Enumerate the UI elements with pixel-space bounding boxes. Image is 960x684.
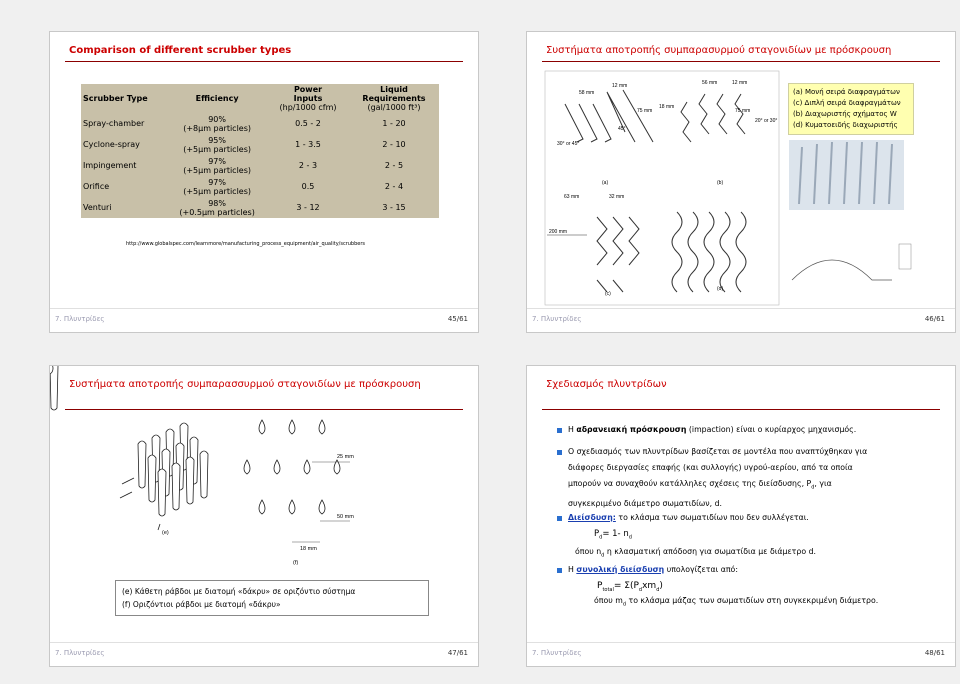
cell-type <box>81 155 167 176</box>
separator-figure <box>527 32 955 332</box>
cell-liquid <box>349 176 439 197</box>
baffles-b <box>681 94 745 142</box>
cell-power-text: 3 - 12 <box>296 203 320 212</box>
cell-type-text: Venturi <box>83 203 112 212</box>
equation-ptotal: $P_{total}= \Sigma(P_dxm_d)$ <box>597 581 663 593</box>
bullet-square-icon <box>557 450 562 455</box>
cell-liquid-text: 2 - 4 <box>384 182 404 191</box>
dim-12b: 12 mm <box>732 80 748 86</box>
label-b: (b) <box>717 180 724 186</box>
bullet-square-icon <box>557 428 562 433</box>
cell-type-text: Orifice <box>83 182 110 191</box>
label-leader-e <box>158 524 160 530</box>
cell-efficiency-text: 95% <box>208 135 226 145</box>
header-power: Power Inputs (hp/1000 cfm) <box>279 85 337 112</box>
dim-50: 50 mm <box>337 514 354 520</box>
cell-efficiency-text: (+5μm particles) <box>183 165 252 175</box>
bullet-square-icon <box>557 568 562 573</box>
slide-48 <box>526 365 956 667</box>
footer-label: 7. Πλυντρίδες <box>55 315 105 323</box>
footer-rule <box>527 642 955 643</box>
scrubber-comparison-table <box>81 84 439 218</box>
slide-47 <box>49 365 479 667</box>
cell-efficiency-text: (+8μm particles) <box>183 123 252 133</box>
slide-title: Σχεδιασμός πλυντρίδων <box>546 379 667 390</box>
cell-efficiency-text: 97% <box>208 156 226 166</box>
cell-power-text: 2 - 3 <box>298 161 318 170</box>
label-f: (f) <box>293 560 299 566</box>
cell-liquid-text: 2 - 10 <box>382 140 406 149</box>
slide-title: Συστήματα αποτροπής συμπαρασυρμού σταγονιδίων με πρόσκρουση <box>546 45 892 56</box>
cell-efficiency-text: 90% <box>208 114 226 124</box>
cell-efficiency <box>167 197 267 218</box>
table-row <box>81 176 439 197</box>
baffle-legend <box>788 83 914 135</box>
source-url[interactable]: http://www.globalspec.com/learnmore/manufacturing_process_equipment/air_quality/scrubbers <box>126 241 366 247</box>
cell-power <box>267 113 349 134</box>
dim-25: 25 mm <box>337 454 354 460</box>
bullet-2: Ο σχεδιασμός των πλυντρίδων βασίζεται σε μοντέλα που αναπτύχθηκαν για διάφορες διεργασίες επαφής (και συλλογής) υγρού-αερίου, από τα οποία μπορούν να συναχθούν κατάλληλες σχέσεις της διείσδυσης, $P_d$, για συγκεκριμένο διάμετρο σωματιδίων, d. <box>568 447 868 508</box>
cell-type <box>81 176 167 197</box>
cell-efficiency <box>167 176 267 197</box>
cell-power-text: 1 - 3.5 <box>295 140 321 149</box>
title-rule <box>542 409 940 410</box>
angle-20-30: 20° or 30° <box>755 118 778 124</box>
dim-18: 18 mm <box>659 104 675 110</box>
dim-200: 200 mm <box>549 229 568 235</box>
dim-56: 56 mm <box>702 80 718 86</box>
dim-18: 18 mm <box>300 546 317 552</box>
page-number: 46/61 <box>924 315 945 323</box>
legend-b: (b) Διαχωριστής σχήματος W <box>793 110 897 118</box>
cell-efficiency <box>167 155 267 176</box>
cell-liquid <box>349 113 439 134</box>
cell-power <box>267 155 349 176</box>
cell-efficiency-text: (+5μm particles) <box>183 144 252 154</box>
bullet-1: Η αδρανειακή πρόσκρουση (impaction) είναι ο κυρίαρχος μηχανισμός. <box>568 425 857 434</box>
cell-liquid-text: 2 - 5 <box>384 161 404 170</box>
cell-efficiency <box>167 113 267 134</box>
dim-75b: 75 mm <box>735 108 751 114</box>
cell-liquid <box>349 197 439 218</box>
scale-box <box>899 244 911 269</box>
cell-power <box>267 176 349 197</box>
cell-efficiency-text: (+0.5μm particles) <box>179 207 255 217</box>
footer-label: 7. Πλυντρίδες <box>532 649 582 657</box>
slide-46 <box>526 31 956 333</box>
footer-label: 7. Πλυντρίδες <box>55 649 105 657</box>
cell-power <box>267 134 349 155</box>
legend-a: (a) Μονή σειρά διαφραγμάτων <box>793 88 900 96</box>
label-e: (e) <box>162 530 169 536</box>
angle-45: 45° <box>618 126 626 132</box>
cell-power-text: 0.5 <box>301 182 315 191</box>
table-row <box>81 197 439 218</box>
figure-caption <box>115 580 429 616</box>
label-c: (c) <box>605 291 611 297</box>
cell-type-text: Cyclone-spray <box>83 140 140 149</box>
dim-12: 12 mm <box>612 83 628 89</box>
dim-63: 63 mm <box>564 194 580 200</box>
dim-75a: 75 mm <box>637 108 653 114</box>
cell-type <box>81 134 167 155</box>
cell-efficiency-text: 98% <box>208 198 226 208</box>
table-row <box>81 113 439 134</box>
flow-arrow-2 <box>120 492 132 498</box>
cell-liquid <box>349 134 439 155</box>
baffles-d <box>672 212 746 292</box>
label-a: (a) <box>602 180 609 186</box>
page-number: 47/61 <box>447 649 468 657</box>
footer-label: 7. Πλυντρίδες <box>532 315 582 323</box>
cell-liquid-text: 1 - 20 <box>382 119 406 128</box>
header-efficiency: Efficiency <box>195 94 239 103</box>
flow-arrow-1 <box>122 478 134 484</box>
cell-power <box>267 197 349 218</box>
cell-efficiency-text: (+5μm particles) <box>183 186 252 196</box>
cell-type-text: Impingement <box>83 161 137 170</box>
baffles-a <box>565 90 653 142</box>
header-type: Scrubber Type <box>83 94 148 103</box>
table-row <box>81 155 439 176</box>
slide-45 <box>49 31 479 333</box>
table-row <box>81 134 439 155</box>
caption-e: (e) Κάθετη ράβδοι με διατομή «δάκρυ» σε οριζόντιο σύστημα <box>122 587 356 596</box>
profile-curve <box>792 260 892 280</box>
slide-title: Comparison of different scrubber types <box>69 45 292 56</box>
cell-liquid-text: 3 - 15 <box>382 203 406 212</box>
cell-power-text: 0.5 - 2 <box>295 119 321 128</box>
label-d: (d) <box>717 286 724 292</box>
title-rule <box>65 61 463 62</box>
baffles-c <box>597 217 639 292</box>
cell-liquid <box>349 155 439 176</box>
page-number: 48/61 <box>924 649 945 657</box>
bullet-4: Η συνολική διείσδυση υπολογίζεται από: <box>568 565 738 574</box>
bullet-square-icon <box>557 516 562 521</box>
cell-type <box>81 113 167 134</box>
footer-rule <box>527 308 955 309</box>
equation-pd-note: όπου $n_d$ η κλασματική απόδοση για σωματίδια με διάμετρο d. <box>575 547 816 559</box>
cell-type-text: Spray-chamber <box>83 119 145 128</box>
cell-type <box>81 197 167 218</box>
legend-d: (d) Κυματοειδής διαχωριστής <box>793 121 898 129</box>
equation-pd: $P_d= 1-$ $n_d$ <box>594 529 632 541</box>
footer-rule <box>50 642 478 643</box>
dim-58: 58 mm <box>579 90 595 96</box>
page-number: 45/61 <box>447 315 468 323</box>
bullet-3: Διείσδυση: το κλάσμα των σωματιδίων που δεν συλλέγεται. <box>568 513 809 522</box>
equation-ptotal-note: όπου $m_d$ το κλάσμα μάζας των σωματιδίων στη συγκεκριμένη διάμετρο. <box>594 596 879 608</box>
angle-30-45: 30° or 45° <box>557 141 580 147</box>
teardrop-figure <box>50 366 478 666</box>
dim-32: 32 mm <box>609 194 625 200</box>
header-liquid: Liquid Requirements (gal/1000 ft³) <box>362 85 426 112</box>
legend-c: (c) Διπλή σειρά διαφραγμάτων <box>793 99 901 107</box>
footer-rule <box>50 308 478 309</box>
caption-f: (f) Οριζόντιοι ράβδοι με διατομή «δάκρυ» <box>122 600 281 609</box>
cell-efficiency-text: 97% <box>208 177 226 187</box>
cell-efficiency <box>167 134 267 155</box>
slide-title: Συστήματα αποτροπής συμπαρασσυρμού σταγονιδίων με πρόσκρουση <box>69 379 421 390</box>
